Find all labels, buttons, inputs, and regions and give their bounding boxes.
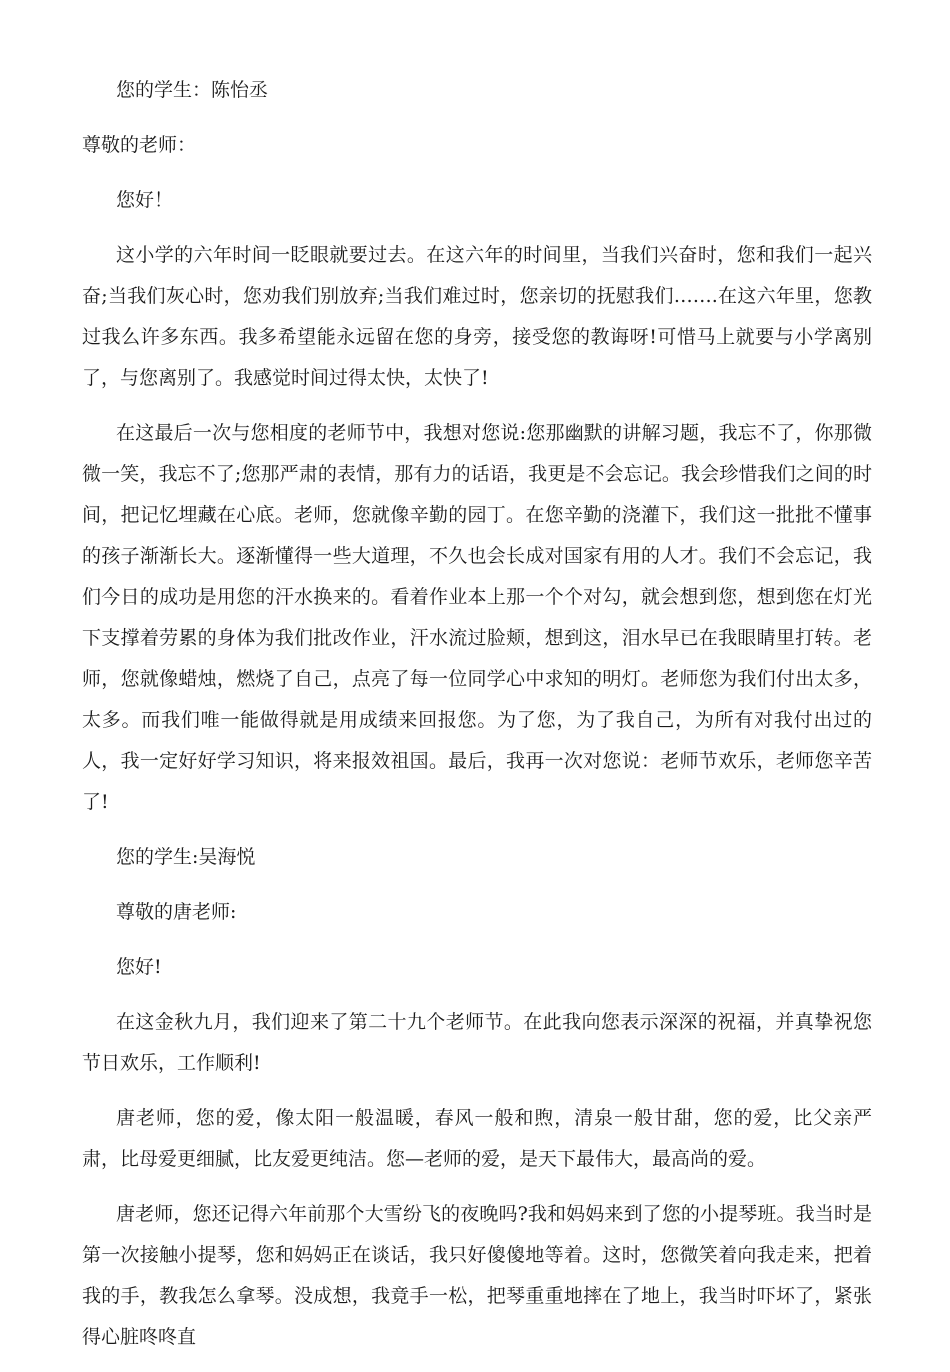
letter-document bbox=[82, 70, 872, 1372]
greeting-2: 您好! bbox=[116, 956, 162, 978]
salutation-1: 尊敬的老师： bbox=[82, 134, 197, 156]
body-paragraph-1: 这小学的六年时间一眨眼就要过去。在这六年的时间里，当我们兴奋时，您和我们一起兴奋;当我们灰心时，您劝我们别放弃;当我们难过时，您亲切的抚慰我们…….在这六年里，您教过我么许多东西。我多希望能永远留在您的身旁，接受您的教诲呀!可惜马上就要与小学离别了，与您离别了。我感觉时间过得太快，太快了! bbox=[82, 244, 872, 389]
greeting-1: 您好！ bbox=[116, 189, 174, 211]
body-paragraph-2: 在这最后一次与您相度的老师节中，我想对您说:您那幽默的讲解习题，我忘不了，你那微微一笑，我忘不了;您那严肃的表情，那有力的话语，我更是不会忘记。我会珍惜我们之间的时间，把记忆埋藏在心底。老师，您就像辛勤的园丁。在您辛勤的浇灌下，我们这一批批不懂事的孩子渐渐长大。逐渐懂得一些大道理，不久也会长成对国家有用的人才。我们不会忘记，我们今日的成功是用您的汗水换来的。看着作业本上那一个个对勾，就会想到您，想到您在灯光下支撑着劳累的身体为我们批改作业，汗水流过脸颊，想到这，泪水早已在我眼睛里打转。老师，您就像蜡烛，燃烧了自己，点亮了每一位同学心中求知的明灯。老师您为我们付出太多，太多。而我们唯一能做得就是用成绩来回报您。为了您，为了我自己，为所有对我付出过的人，我一定好好学习知识，将来报效祖国。最后，我再一次对您说：老师节欢乐，老师您辛苦了! bbox=[82, 422, 872, 813]
signature-line-2: 您的学生:吴海悦 bbox=[116, 846, 256, 868]
body-paragraph-5: 唐老师，您还记得六年前那个大雪纷飞的夜晚吗?我和妈妈来到了您的小提琴班。我当时是第一次接触小提琴，您和妈妈正在谈话，我只好傻傻地等着。这时，您微笑着向我走来，把着我的手，教我怎么拿琴。没成想，我竟手一松，把琴重重地摔在了地上，我当时吓坏了，紧张得心脏咚咚直 bbox=[82, 1203, 872, 1348]
salutation-2: 尊敬的唐老师: bbox=[116, 901, 237, 923]
body-paragraph-3: 在这金秋九月，我们迎来了第二十九个老师节。在此我向您表示深深的祝福，并真挚祝您节日欢乐，工作顺利! bbox=[82, 1011, 872, 1074]
signature-line-1: 您的学生：陈怡丞 bbox=[116, 79, 269, 101]
body-paragraph-4: 唐老师，您的爱，像太阳一般温暖，春风一般和煦，清泉一般甘甜，您的爱，比父亲严肃，比母爱更细腻，比友爱更纯洁。您—老师的爱，是天下最伟大，最高尚的爱。 bbox=[82, 1107, 872, 1170]
